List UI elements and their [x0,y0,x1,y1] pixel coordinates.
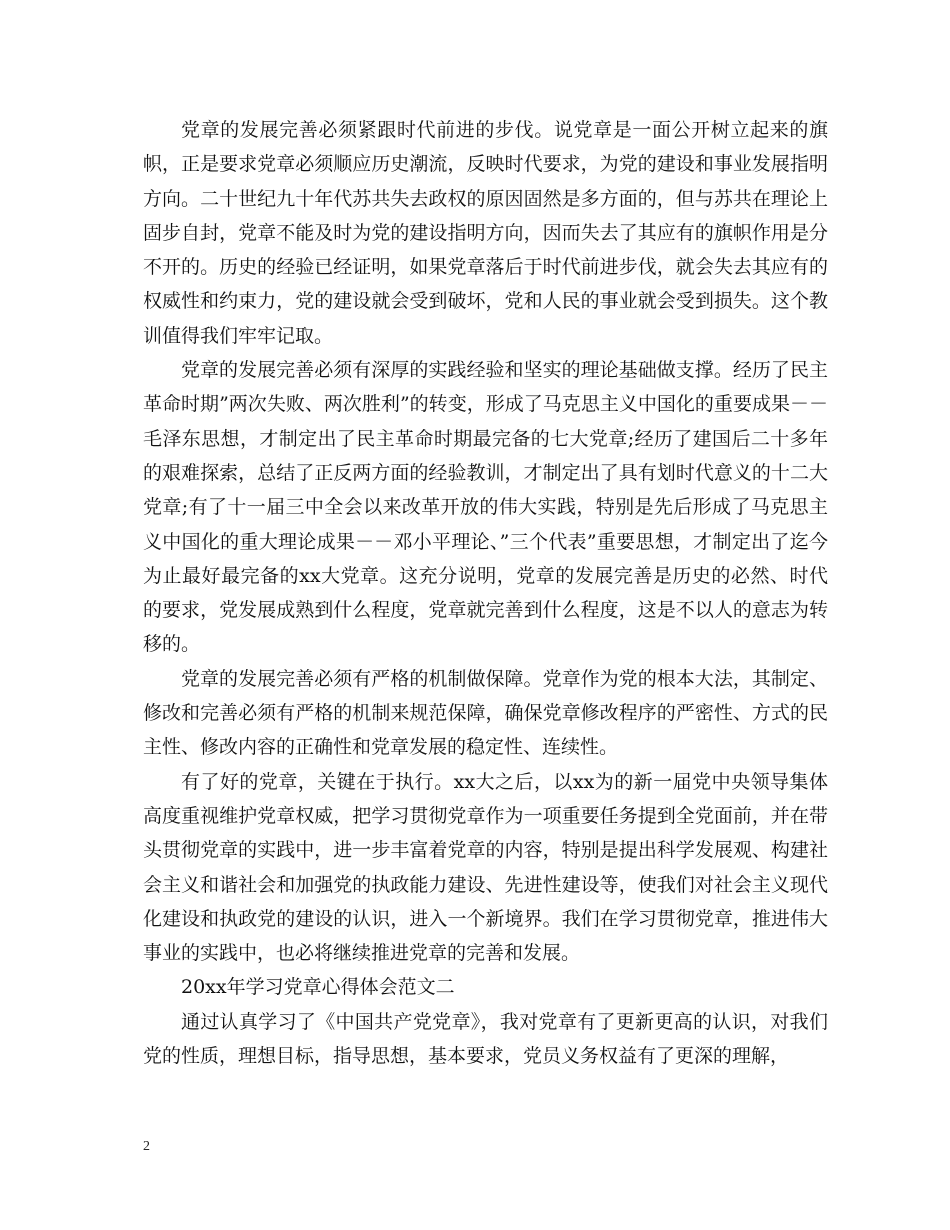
page-number: 2 [143,1139,150,1154]
paragraph-3: 党章的发展完善必须有严格的机制做保障。党章作为党的根本大法，其制定、修改和完善必须有严格的机制来规范保障，确保党章修改程序的严密性、方式的民主性、修改内容的正确性和党章发展的稳定性、连续性。 [143,667,828,759]
document-body [143,113,828,1073]
paragraph-5: 通过认真学习了《中国共产党党章》，我对党章有了更新更高的认识，对我们党的性质，理想目标，指导思想，基本要求，党员义务权益有了更深的理解， [143,1010,828,1068]
paragraph-4: 有了好的党章，关键在于执行。xx大之后，以xx为的新一届党中央领导集体高度重视维护党章权威，把学习贯彻党章作为一项重要任务提到全党面前，并在带头贯彻党章的实践中，进一步丰富着党章的内容，特别是提出科学发展观、构建社会主义和谐社会和加强党的执政能力建设、先进性建设等，使我们对社会主义现代化建设和执政党的建设的认识，进入一个新境界。我们在学习贯彻党章，推进伟大事业的实践中，也必将继续推进党章的完善和发展。 [143,770,828,965]
paragraph-2: 党章的发展完善必须有深厚的实践经验和坚实的理论基础做支撑。经历了民主革命时期”两次失败、两次胜利”的转变，形成了马克思主义中国化的重要成果－－毛泽东思想，才制定出了民主革命时期最完备的七大党章;经历了建国后二十多年的艰难探索，总结了正反两方面的经验教训，才制定出了具有划时代意义的十二大党章;有了十一届三中全会以来改革开放的伟大实践，特别是先后形成了马克思主义中国化的重大理论成果－－邓小平理论、”三个代表”重要思想，才制定出了迄今为止最好最完备的xx大党章。这充分说明，党章的发展完善是历史的必然、时代的要求，党发展成熟到什么程度，党章就完善到什么程度，这是不以人的意志为转移的。 [143,359,828,656]
section-heading: 20xx年学习党章心得体会范文二 [181,976,455,999]
paragraph-1: 党章的发展完善必须紧跟时代前进的步伐。说党章是一面公开树立起来的旗帜，正是要求党章必须顺应历史潮流，反映时代要求，为党的建设和事业发展指明方向。二十世纪九十年代苏共失去政权的原因固然是多方面的，但与苏共在理论上固步自封，党章不能及时为党的建设指明方向，因而失去了其应有的旗帜作用是分不开的。历史的经验已经证明，如果党章落后于时代前进步伐，就会失去其应有的权威性和约束力，党的建设就会受到破坏，党和人民的事业就会受到损失。这个教训值得我们牢牢记取。 [143,119,828,347]
